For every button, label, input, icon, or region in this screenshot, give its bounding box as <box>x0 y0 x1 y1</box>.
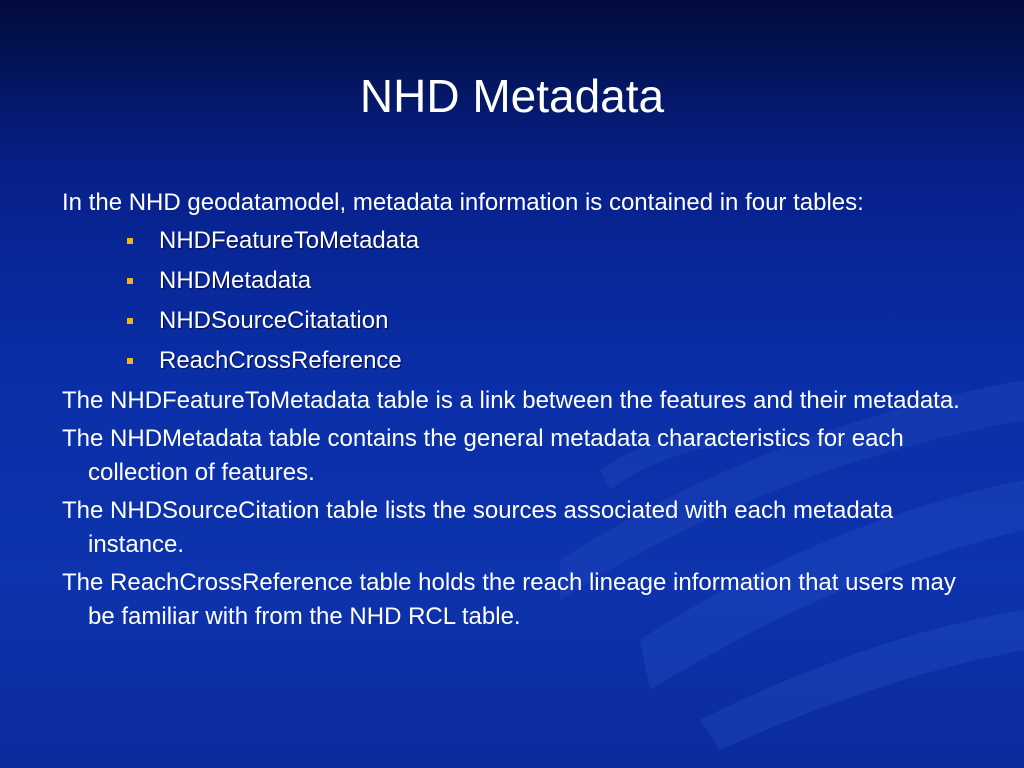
square-bullet-icon <box>127 358 133 364</box>
paragraph-reach-cross-reference: The ReachCrossReference table holds the reach lineage information that users may be familiar with from the NHD RCL table. <box>62 569 956 630</box>
list-item-label: NHDSourceCitatation <box>159 307 389 334</box>
list-item <box>62 304 962 338</box>
paragraph-source-citation: The NHDSourceCitation table lists the sources associated with each metadata instance. <box>62 497 894 558</box>
intro-paragraph: In the NHD geodatamodel, metadata information is contained in four tables: <box>62 189 864 216</box>
list-item <box>62 224 962 258</box>
list-item-label: NHDMetadata <box>159 267 312 294</box>
square-bullet-icon <box>127 318 133 324</box>
paragraph-nhd-metadata: The NHDMetadata table contains the general metadata characteristics for each collection of features. <box>62 425 904 486</box>
paragraph-feature-to-metadata: The NHDFeatureToMetadata table is a link between the features and their metadata. <box>62 387 960 414</box>
list-item <box>62 344 962 378</box>
table-list <box>62 224 962 378</box>
list-item-label: NHDFeatureToMetadata <box>159 227 420 254</box>
list-item-label: ReachCrossReference <box>159 347 402 374</box>
square-bullet-icon <box>127 238 133 244</box>
square-bullet-icon <box>127 278 133 284</box>
list-item <box>62 264 962 298</box>
slide-body <box>62 186 962 638</box>
slide-title: NHD Metadata <box>359 70 665 122</box>
